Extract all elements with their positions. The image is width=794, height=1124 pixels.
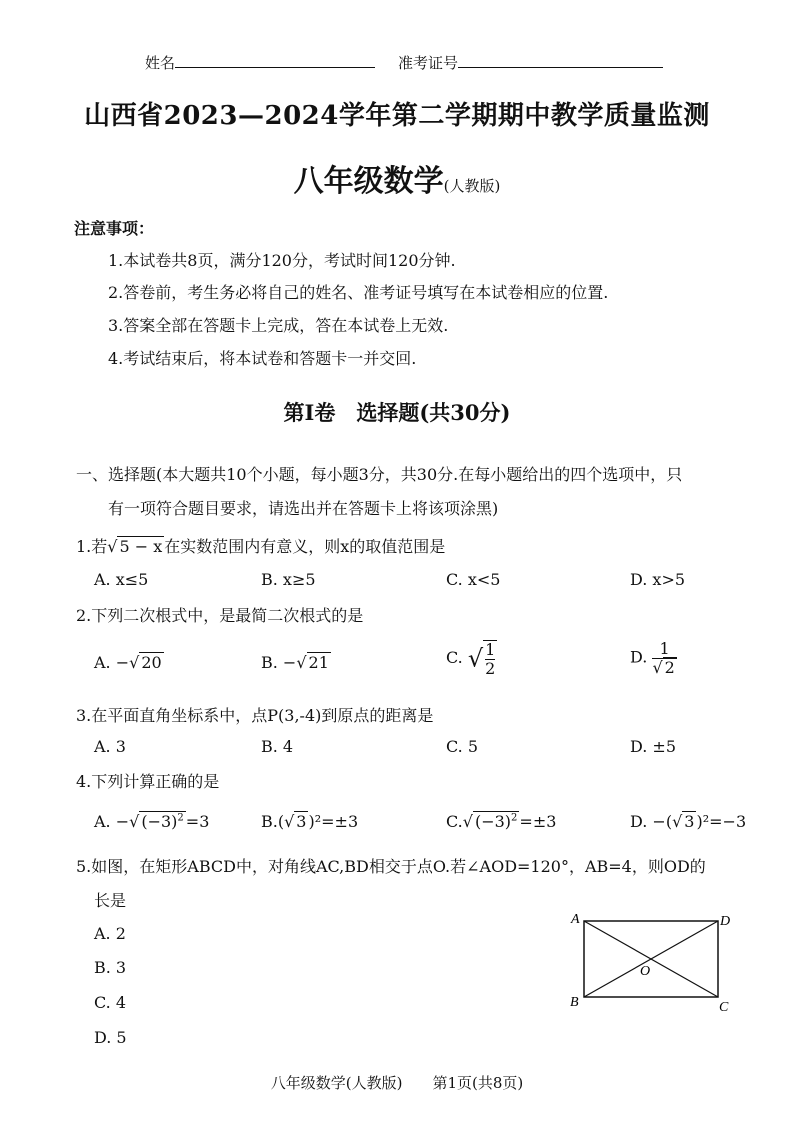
section-title: 第Ⅰ卷 选择题(共30分) — [283, 400, 511, 425]
q4-b-post: )²=±3 — [308, 812, 359, 831]
exam-id-label: 准考证号 — [398, 54, 459, 72]
q1-option-d: D. x>5 — [630, 570, 686, 589]
q1-option-c: C. x<5 — [446, 570, 501, 589]
q2-a-radicand: 20 — [141, 653, 162, 672]
q3-option-b: B. 4 — [261, 737, 294, 756]
notice-item: 3.答案全部在答题卡上完成，答在本试卷上无效. — [108, 316, 449, 335]
q2-d-numerator: 1 — [659, 639, 670, 658]
q4-a-base: (−3) — [141, 812, 178, 831]
q2-option-b: B. −√ 21 — [261, 653, 329, 672]
q3-option-d: D. ±5 — [630, 737, 677, 756]
label-c: C — [719, 1000, 729, 1015]
question-5-line2: 长是 — [94, 891, 127, 910]
q2-b-radicand: 21 — [308, 653, 329, 672]
question-2: 2.下列二次根式中，是最简二次根式的是 — [76, 606, 364, 625]
q4-b-pre: B.( — [261, 812, 285, 831]
notice-heading: 注意事项： — [74, 219, 155, 238]
q3-option-a: A. 3 — [94, 737, 126, 756]
q4-c-radicand — [473, 811, 519, 831]
exam-id-field — [398, 52, 663, 73]
q5-option-d: D. 5 — [94, 1028, 127, 1047]
q4-d-post: )²=−3 — [696, 812, 747, 831]
q2-b-label: B. − — [261, 653, 297, 672]
q5-option-c: C. 4 — [94, 993, 127, 1012]
q5-option-a: A. 2 — [94, 924, 126, 943]
part-instructions-line1: 一、选择题(本大题共10个小题，每小题3分，共30分.在每小题给出的四个选项中，只 — [76, 465, 683, 484]
exam-id-blank — [458, 53, 663, 68]
q4-option-d: D. −(√ 3 )²=−3 — [630, 812, 747, 831]
question-1: 1.若√ 5 − x 在实数范围内有意义，则x的取值范围是 — [76, 537, 446, 556]
subject-name: 八年级数学 — [293, 164, 444, 199]
q4-c-base: (−3) — [474, 812, 512, 831]
q2-c-denominator: 2 — [485, 658, 496, 678]
label-d: D — [720, 914, 731, 929]
q1-radicand: 5 − x — [119, 537, 163, 556]
notice-item: 1.本试卷共8页，满分120分，考试时间120分钟. — [108, 251, 456, 270]
part-instructions-line2: 有一项符合题目要求，请选出并在答题卡上将该项涂黑) — [108, 499, 499, 518]
exam-subtitle — [0, 156, 794, 200]
q2-c-label: C. — [446, 648, 463, 668]
q4-a-exponent: 2 — [177, 812, 184, 824]
label-b: B — [570, 995, 579, 1010]
q2-c-numerator: 1 — [485, 640, 496, 659]
label-o: O — [640, 964, 651, 979]
question-5: 5.如图，在矩形ABCD中，对角线AC,BD相交于点O.若∠AOD=120°，AB=4，则OD的 — [76, 857, 706, 876]
question-4: 4.下列计算正确的是 — [76, 772, 220, 791]
q4-d-pre: D. −( — [630, 812, 673, 831]
q1-option-b: B. x≥5 — [261, 570, 316, 589]
q2-d-radicand: 2 — [664, 657, 675, 677]
q2-option-d — [630, 640, 677, 676]
q2-d-label: D. — [630, 647, 648, 667]
name-blank — [175, 53, 375, 68]
name-field — [145, 52, 375, 73]
q4-c-exponent: 2 — [511, 812, 518, 824]
q1-post: 在实数范围内有意义，则x的取值范围是 — [164, 537, 446, 556]
q4-a-radicand — [139, 811, 185, 831]
q1-option-a: A. x≤5 — [94, 570, 149, 589]
q4-option-b: B.(√ 3 )²=±3 — [261, 812, 359, 831]
q2-d-fraction: $\frac{1}{√ 2}$ — [652, 639, 675, 677]
notice-item: 4.考试结束后，将本试卷和答题卡一并交回. — [108, 349, 417, 368]
rectangle-figure — [562, 905, 742, 1015]
q4-a-pre: A. − — [94, 812, 130, 831]
q4-option-c: C.√ $(-3)^2 =\pm 3$ — [446, 812, 557, 831]
q4-c-pre: C. — [446, 812, 463, 831]
q2-option-c: C. √ $\frac{1}{2}$ — [446, 640, 496, 678]
notice-item: 2.答卷前，考生务必将自己的姓名、准考证号填写在本试卷相应的位置. — [108, 283, 609, 302]
q3-option-c: C. 5 — [446, 737, 479, 756]
q4-c-post: =±3 — [519, 812, 557, 831]
edition-label: (人教版) — [443, 177, 501, 195]
name-label: 姓名 — [145, 54, 176, 72]
q1-pre: 1.若 — [76, 537, 108, 556]
q2-c-fraction — [483, 640, 497, 677]
question-3: 3.在平面直角坐标系中，点P(3,-4)到原点的距离是 — [76, 706, 434, 725]
q2-a-label: A. − — [94, 653, 130, 672]
page-footer: 八年级数学(人教版) 第1页(共8页) — [270, 1074, 524, 1092]
q4-a-post: =3 — [185, 812, 210, 831]
q2-option-a: A. −√ 20 — [94, 653, 162, 672]
q4-d-radicand: 3 — [684, 812, 695, 831]
label-a: A — [571, 912, 580, 927]
q4-option-a: A. −√ $(-3)^2 =3$ — [94, 812, 210, 831]
q5-option-b: B. 3 — [94, 958, 127, 977]
q4-b-radicand: 3 — [296, 812, 307, 831]
exam-title: 山西省2023—2024学年第二学期期中教学质量监测 — [84, 101, 710, 131]
